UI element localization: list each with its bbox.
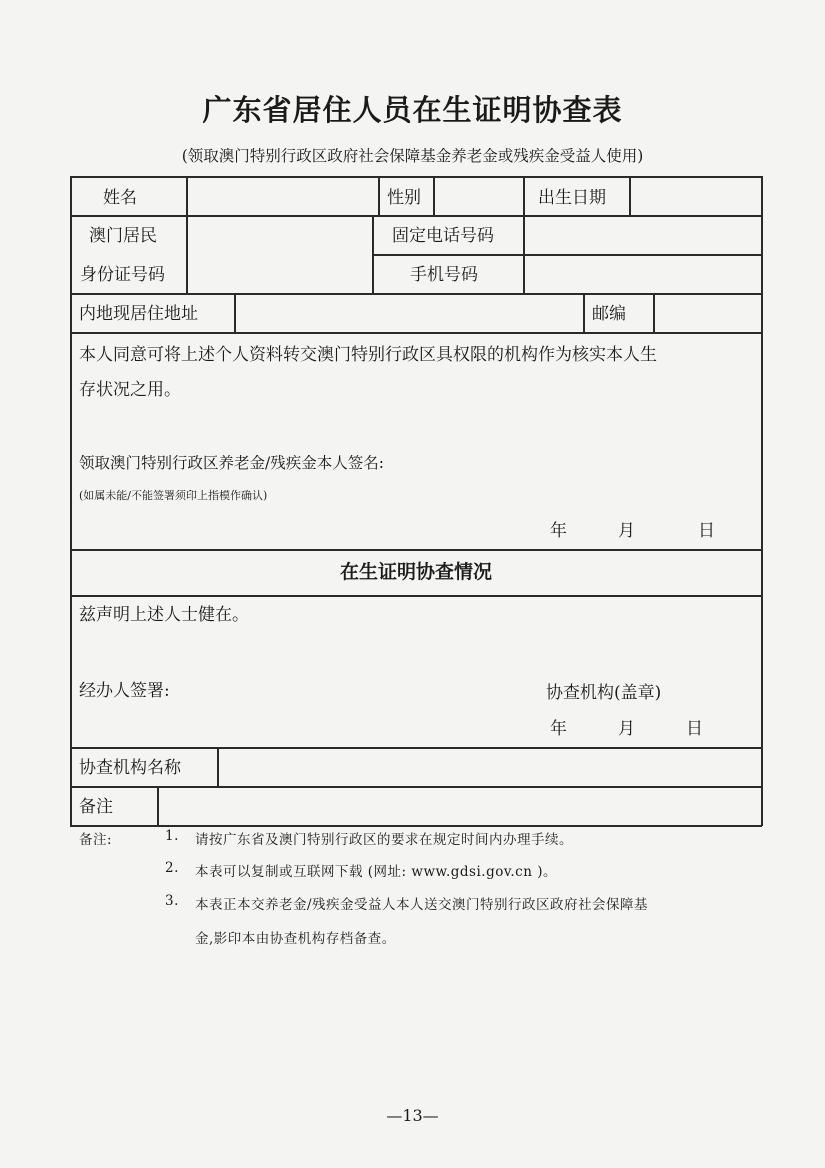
verification-date-day: 日 [686,719,703,739]
consent-date-year: 年 [550,521,567,541]
address-label: 内地现居住地址 [79,304,198,324]
note-1-text: 请按广东省及澳门特别行政区的要求在规定时间内办理手续。 [195,832,573,848]
name-label: 姓名 [103,188,137,208]
note-3-text: 本表正本交养老金/残疾金受益人本人送交澳门特别行政区政府社会保障基 [195,897,649,913]
officer-signature-label: 经办人签署: [79,681,170,701]
alive-statement: 兹声明上述人士健在。 [79,605,249,625]
mobile-field[interactable] [528,260,756,288]
consent-date-day: 日 [698,521,715,541]
note-1-number: 1. [165,828,179,844]
beneficiary-signature-label: 领取澳门特别行政区养老金/残疾金本人签名: [79,454,384,472]
agency-name-label: 协查机构名称 [79,758,181,778]
macau-id-label-line1: 澳门居民 [89,226,157,246]
birth-date-field[interactable] [634,183,756,211]
name-field[interactable] [192,183,372,211]
verification-date-year: 年 [550,719,567,739]
birth-date-label: 出生日期 [538,188,606,208]
address-field[interactable] [240,299,578,327]
agency-seal-label: 协查机构(盖章) [546,683,662,703]
beneficiary-signature-area[interactable] [420,445,750,481]
form-title: 广东省居住人员在生证明协查表 [202,93,623,127]
officer-signature-area[interactable] [180,672,500,702]
note-3-text-continued: 金,影印本由协查机构存档备查。 [195,931,396,947]
postcode-field[interactable] [658,299,756,327]
postcode-label: 邮编 [592,304,626,324]
verification-date-month: 月 [618,719,635,739]
note-3-number: 3. [165,893,179,909]
verification-section-title: 在生证明协查情况 [339,561,492,583]
consent-text-line1: 本人同意可将上述个人资料转交澳门特别行政区具权限的机构作为核实本人生 [79,345,657,365]
gender-field[interactable] [438,183,518,211]
remarks-field[interactable] [163,792,756,820]
remarks-label: 备注 [79,797,113,817]
landline-label: 固定电话号码 [392,226,494,246]
landline-field[interactable] [528,221,756,249]
note-2-number: 2. [165,860,179,876]
notes-heading: 备注: [79,832,113,848]
agency-name-field[interactable] [223,753,756,781]
macau-id-field[interactable] [192,225,367,285]
macau-id-label-line2: 身份证号码 [80,265,165,285]
consent-text-line2: 存状况之用。 [79,380,181,400]
form-subtitle: (领取澳门特别行政区政府社会保障基金养老金或残疾金受益人使用) [181,147,644,165]
fingerprint-note: (如属未能/不能签署须印上指模作确认) [79,489,268,502]
page-number: —13— [386,1106,439,1125]
gender-label: 性别 [387,188,421,208]
mobile-label: 手机号码 [410,265,478,285]
consent-date-month: 月 [618,521,635,541]
note-2-text: 本表可以复制或互联网下载 (网址: www.gdsi.gov.cn )。 [195,864,557,880]
